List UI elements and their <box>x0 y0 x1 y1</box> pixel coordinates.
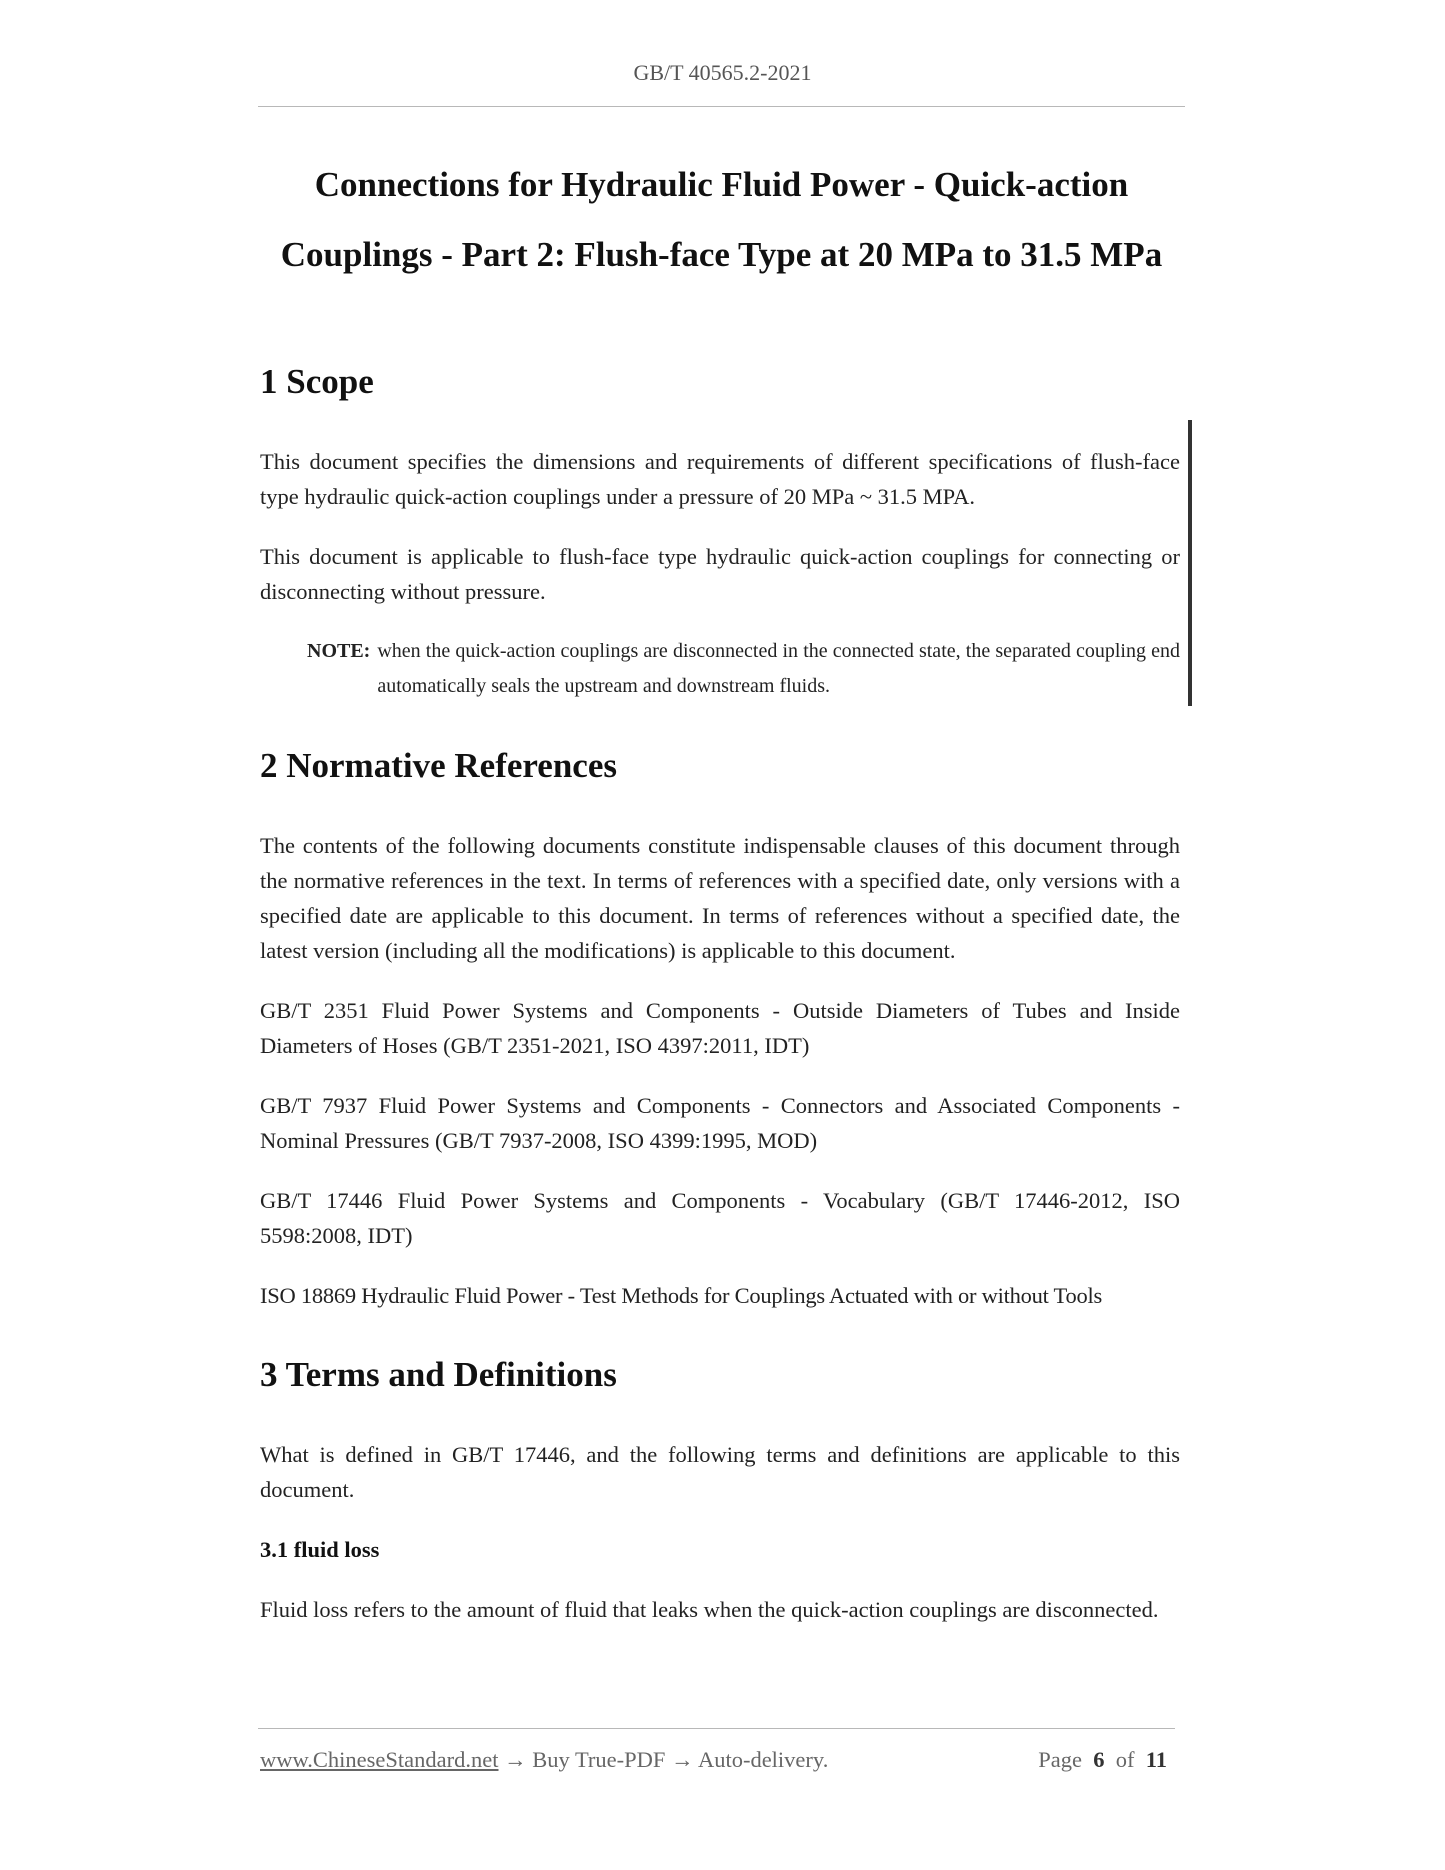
footer <box>260 1747 1175 1787</box>
page-current: 6 <box>1093 1747 1105 1772</box>
document-body <box>260 360 1180 1652</box>
section-normative-references <box>260 744 1180 1313</box>
title-line-2: Couplings - Part 2: Flush-face Type at 20 MPa to 31.5 MPa <box>280 235 1163 274</box>
page-total: 11 <box>1145 1747 1167 1772</box>
terms-heading: 3 Terms and Definitions <box>260 1355 617 1394</box>
arrow-right-icon: → <box>671 1747 694 1772</box>
scope-paragraph-2: This document is applicable to flush-face type hydraulic quick-action couplings for connecting or disconnecting without pressure. <box>260 544 1180 604</box>
term-fluid-loss-definition: Fluid loss refers to the amount of fluid that leaks when the quick-action couplings are disconnected. <box>260 1597 1159 1622</box>
scope-paragraph-1: This document specifies the dimensions and requirements of different specifications of flush-face type hydraulic quick-action couplings under a pressure of 20 MPa ~ 31.5 MPA. <box>260 449 1180 509</box>
section-terms-definitions <box>260 1353 1180 1627</box>
scope-heading: 1 Scope <box>260 362 374 401</box>
terms-paragraph: What is defined in GB/T 17446, and the following terms and definitions are applicable to this document. <box>260 1442 1180 1502</box>
reference-item: GB/T 2351 Fluid Power Systems and Components - Outside Diameters of Tubes and Inside Diameters of Hoses (GB/T 2351-2021, ISO 4397:2011, IDT) <box>260 998 1180 1058</box>
buy-pdf-text: Buy True-PDF <box>532 1747 666 1772</box>
reference-item: GB/T 17446 Fluid Power Systems and Components - Vocabulary (GB/T 17446-2012, ISO 5598:2008, IDT) <box>260 1188 1180 1248</box>
title-line-1: Connections for Hydraulic Fluid Power - Quick-action <box>314 165 1129 204</box>
arrow-right-icon: → <box>504 1747 527 1772</box>
section-scope <box>260 360 1180 704</box>
page-indicator <box>1038 1747 1167 1773</box>
normative-heading: 2 Normative References <box>260 746 617 785</box>
scope-note <box>307 634 1180 704</box>
footer-promo <box>260 1747 828 1773</box>
reference-item: GB/T 7937 Fluid Power Systems and Components - Connectors and Associated Components - Nominal Pressures (GB/T 7937-2008, ISO 4399:1995, MOD) <box>260 1093 1180 1153</box>
auto-delivery-text: Auto-delivery. <box>697 1747 829 1772</box>
note-text: when the quick-action couplings are disconnected in the connected state, the separated coupling end automatically seals the upstream and downstream fluids. <box>377 640 1180 697</box>
footer-divider <box>258 1728 1175 1729</box>
document-title <box>258 150 1185 290</box>
normative-paragraph: The contents of the following documents constitute indispensable clauses of this document through the normative references in the text. In terms of references with a specified date, only versions with a specified date are applicable to this document. In terms of references without a specified date, the latest version (including all the modifications) is applicable to this document. <box>260 833 1180 963</box>
change-bar <box>1188 420 1192 706</box>
of-label: of <box>1115 1747 1135 1772</box>
header-divider <box>258 106 1185 107</box>
note-label: NOTE: <box>307 640 371 662</box>
term-fluid-loss-heading: 3.1 fluid loss <box>260 1537 380 1562</box>
reference-item: ISO 18869 Hydraulic Fluid Power - Test Methods for Couplings Actuated with or without Tools <box>260 1283 1102 1308</box>
header-doc-number: GB/T 40565.2-2021 <box>633 60 812 85</box>
website-link[interactable]: www.ChineseStandard.net <box>260 1747 499 1772</box>
page-label: Page <box>1038 1747 1082 1772</box>
